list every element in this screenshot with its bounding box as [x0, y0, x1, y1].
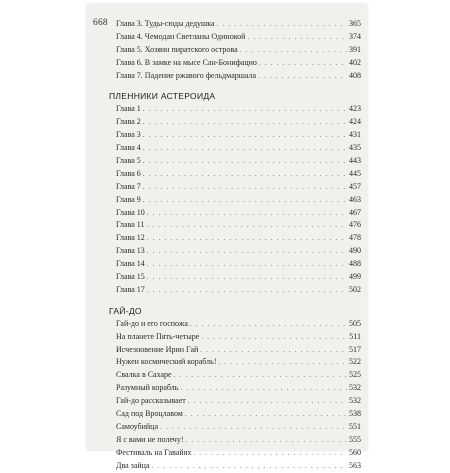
- toc-entry-title: Глава 2: [116, 117, 141, 127]
- section-title: ГАЙ-ДО: [109, 305, 142, 316]
- toc-entry-title: Глава 12: [116, 233, 145, 243]
- toc-entry: [116, 142, 361, 155]
- dot-leader: [200, 344, 347, 357]
- toc-entry: [116, 434, 361, 447]
- toc-entry-title: Свалка в Сахаре: [116, 370, 172, 380]
- dot-leader: [258, 70, 347, 83]
- dot-leader: [143, 116, 347, 129]
- toc-entry: [116, 232, 361, 245]
- toc-entry: [116, 18, 361, 31]
- toc-entry: [116, 447, 361, 460]
- dot-leader: [193, 447, 347, 460]
- dot-leader: [180, 382, 347, 395]
- toc-entry-title: Глава 11: [116, 220, 145, 230]
- toc-entry: [116, 271, 361, 284]
- toc-entry: [116, 331, 361, 344]
- toc-entry: [116, 356, 361, 369]
- toc-entry-title: Глава 14: [116, 259, 145, 269]
- dot-leader: [190, 318, 347, 331]
- toc-entry-page: 402: [349, 57, 361, 67]
- book-page: [87, 4, 367, 470]
- toc-entry-page: 555: [349, 434, 361, 444]
- dot-leader: [147, 258, 347, 271]
- toc-entry-page: 431: [349, 130, 361, 140]
- toc-entry: [116, 258, 361, 271]
- toc-entry-page: 563: [349, 460, 361, 470]
- dot-leader: [240, 44, 347, 57]
- dot-leader: [143, 168, 347, 181]
- toc-entry-page: 457: [349, 181, 361, 191]
- toc-entry: [116, 369, 361, 382]
- toc-entry-title: Глава 13: [116, 246, 145, 256]
- toc-entry: [116, 318, 361, 331]
- toc-entry-page: 499: [349, 272, 361, 282]
- toc-entry: [116, 219, 361, 232]
- toc-entry: [116, 408, 361, 421]
- toc-entry-title: Глава 7. Падение ржавого фельдмаршала: [116, 70, 257, 80]
- toc-entry-page: 525: [349, 370, 361, 380]
- toc-section: [109, 297, 361, 473]
- toc-entry: [116, 31, 361, 44]
- toc-entry: [116, 395, 361, 408]
- toc-entry: [116, 103, 361, 116]
- toc-entry-page: 424: [349, 117, 361, 127]
- section-gap: [116, 82, 361, 90]
- toc-entry: [116, 194, 361, 207]
- toc-entry-page: 423: [349, 104, 361, 114]
- dot-leader: [147, 245, 347, 258]
- toc-entry-title: Глава 3: [116, 130, 141, 140]
- dot-leader: [188, 395, 347, 408]
- table-of-contents: [109, 18, 361, 473]
- toc-entry-page: 511: [349, 331, 361, 341]
- toc-entry-title: Нужен космический корабль!: [116, 357, 217, 367]
- toc-entry-page: 502: [349, 284, 361, 294]
- toc-entry: [116, 129, 361, 142]
- toc-entry-title: Глава 5: [116, 156, 141, 166]
- toc-entry-title: Я с вами не полечу!: [116, 434, 184, 444]
- dot-leader: [143, 103, 347, 116]
- toc-entry-page: 443: [349, 156, 361, 166]
- dot-leader: [201, 331, 347, 344]
- toc-entry-title: Глава 9: [116, 194, 141, 204]
- dot-leader: [186, 434, 348, 447]
- toc-entry-title: На планете Пять-четыре: [116, 331, 200, 341]
- toc-entry-title: Фестиваль на Гавайях: [116, 447, 192, 457]
- toc-section: [109, 82, 361, 296]
- dot-leader: [147, 219, 348, 232]
- dot-leader: [143, 194, 347, 207]
- dot-leader: [247, 31, 347, 44]
- dot-leader: [143, 129, 347, 142]
- toc-entry-title: Глава 17: [116, 284, 145, 294]
- dot-leader: [147, 284, 347, 297]
- toc-entry-page: 532: [349, 396, 361, 406]
- toc-entry: [116, 70, 361, 83]
- toc-entry-title: Глава 7: [116, 181, 141, 191]
- toc-entry-page: 522: [349, 357, 361, 367]
- dot-leader: [147, 271, 347, 284]
- toc-entry-page: 538: [349, 409, 361, 419]
- toc-entry-title: Самоубийца: [116, 421, 159, 431]
- toc-entry: [116, 245, 361, 258]
- dot-leader: [143, 181, 347, 194]
- toc-entry-title: Два зайца: [116, 460, 150, 470]
- toc-entry-page: 490: [349, 246, 361, 256]
- toc-entry-title: Глава 4: [116, 143, 141, 153]
- dot-leader: [259, 57, 347, 70]
- toc-section: [116, 18, 361, 82]
- toc-entry: [116, 44, 361, 57]
- page-number: 668: [93, 18, 108, 28]
- toc-entry: [116, 460, 361, 473]
- section-title: ПЛЕННИКИ АСТЕРОИДА: [109, 91, 216, 102]
- toc-entry-title: Исчезновение Ирин Гай: [116, 344, 199, 354]
- dot-leader: [174, 369, 347, 382]
- dot-leader: [143, 155, 347, 168]
- toc-entry-page: 408: [349, 70, 361, 80]
- toc-entry-page: 374: [349, 31, 361, 41]
- toc-entry: [116, 155, 361, 168]
- toc-entry-title: Глава 5. Хозяин пиратского острова: [116, 44, 238, 54]
- toc-entry-page: 478: [349, 233, 361, 243]
- toc-entry-title: Глава 4. Чемодан Светланы Одинокой: [116, 31, 246, 41]
- toc-entry-title: Глава 1: [116, 104, 141, 114]
- toc-entry-page: 365: [349, 19, 361, 28]
- dot-leader: [217, 18, 347, 31]
- dot-leader: [152, 460, 347, 473]
- toc-entry-title: Глава 6. В замке на мысе Сан-Бонифацио: [116, 57, 257, 67]
- toc-entry-title: Разумный корабль: [116, 383, 179, 393]
- dot-leader: [147, 232, 347, 245]
- toc-entry-title: Глава 3. Туды-сюды дедушка: [116, 19, 215, 28]
- toc-entry-title: Сад под Вроцлавом: [116, 409, 183, 419]
- toc-entry-title: Глава 10: [116, 207, 145, 217]
- dot-leader: [185, 408, 347, 421]
- toc-entry-title: Гай-до и его госпожа: [116, 318, 188, 328]
- toc-entry-page: 445: [349, 168, 361, 178]
- toc-entry: [116, 382, 361, 395]
- toc-entry-page: 467: [349, 207, 361, 217]
- dot-leader: [160, 421, 347, 434]
- toc-entry-page: 463: [349, 194, 361, 204]
- toc-entry-title: Гай-до рассказывает: [116, 396, 186, 406]
- toc-entry-page: 488: [349, 259, 361, 269]
- toc-entry-page: 391: [349, 44, 361, 54]
- dot-leader: [147, 207, 347, 220]
- dot-leader: [218, 356, 347, 369]
- toc-entry: [116, 57, 361, 70]
- toc-entry-page: 505: [349, 318, 361, 328]
- toc-entry: [116, 284, 361, 297]
- dot-leader: [143, 142, 347, 155]
- toc-entry: [116, 207, 361, 220]
- toc-entry: [116, 421, 361, 434]
- toc-entry-page: 560: [349, 447, 361, 457]
- toc-entry-title: Глава 6: [116, 168, 141, 178]
- toc-entry-page: 435: [349, 143, 361, 153]
- toc-entry-page: 476: [349, 220, 361, 230]
- toc-entry-page: 517: [349, 344, 361, 354]
- toc-entry: [116, 344, 361, 357]
- toc-entry: [116, 116, 361, 129]
- toc-entry-title: Глава 15: [116, 272, 145, 282]
- toc-entry: [116, 168, 361, 181]
- toc-entry-page: 551: [349, 421, 361, 431]
- toc-entry: [116, 181, 361, 194]
- section-gap: [116, 297, 361, 305]
- toc-entry-page: 532: [349, 383, 361, 393]
